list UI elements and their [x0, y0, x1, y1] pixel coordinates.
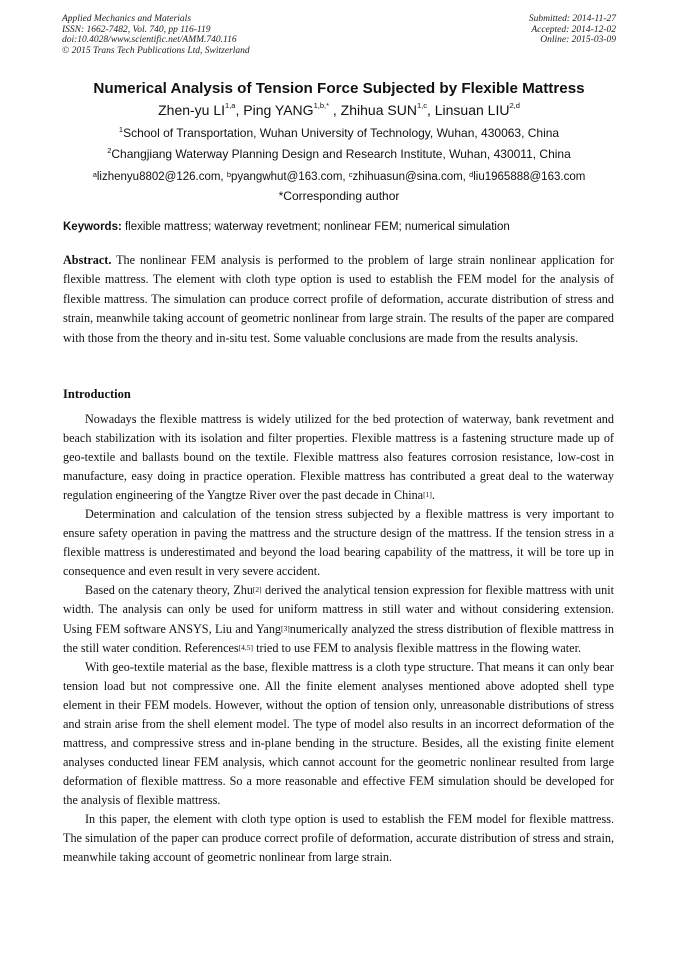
- introduction-body: [63, 410, 614, 867]
- online-date: Online: 2015-03-09: [540, 35, 616, 46]
- author: Zhen-yu LI$^{1,a}$,: [158, 101, 244, 118]
- paragraph-text: tried to use FEM to analysis flexible mattress in the flowing water.: [253, 640, 582, 655]
- keywords: [63, 221, 623, 233]
- issn-line: ISSN: 1662-7482, Vol. 740, pp 116-119: [62, 24, 211, 35]
- paragraph-text: .: [431, 488, 435, 503]
- paragraph-text: Nowadays the flexible mattress is widely utilized for the bed protection of waterway, bank revetment and beach stabilization with its isolation and filter properties. Flexible mattress is a fastening structure made up of geo-textile and ballasts bound on the textile. Flexible mattress also features corrosion resistance, low-cost in manufacture, easy doing in practice operation. Flexible mattress has contributed a great deal to the waterway regulation engineering of the Yangtze River over the past decade in China: [63, 412, 614, 503]
- paragraph-text: derived the analytical tension expression for flexible mattress with unit width. The analysis can only be used for uniform mattress in still water and without considering extension. Using FEM software ANSYS, Liu and Yang: [63, 583, 615, 636]
- citation-ref[interactable]: [2]: [252, 585, 262, 595]
- journal-name: Applied Mechanics and Materials: [62, 14, 192, 24]
- author: Ping $YANG^{1,b,*}$ ,: [243, 101, 341, 118]
- author: Zhihua SUN$^{1,c}$,: [340, 101, 435, 118]
- section-heading-introduction: Introduction: [63, 387, 131, 401]
- email-list: $^a$lizhenyu8802@126.com, $^b$pyangwhut@163.com, $^c$zhihuasun@sina.com, $^d$liu1965888@163.com: [92, 170, 586, 183]
- affiliation-2: $^2$Changjiang Waterway Planning Design and Research Institute, Wuhan, 430011, China: [107, 146, 571, 161]
- paragraph-text: With geo-textile material as the base, flexible mattress is a cloth type structure. That means it can only bear tension load but not compressive one. All the finite element analyses mentioned above adopted shell type element in their FEM models. However, without the option of tension only, unreasonable distributions of stress and strain arise from the shell element model. The type of model also results in an incorrect deformation of the mattress, and compressive stress and in-plane bending in the structure. Besides, all the existing finite element analyses conducted linear FEM analysis, which cannot account for the geometric nonlinear resulted from large deformation of flexible mattress. So a more reasonable and effective FEM simulation should be developed for the analysis of flexible mattress.: [63, 659, 614, 807]
- abstract-text: The nonlinear FEM analysis is performed to the problem of large strain nonlinear application for flexible mattress. The element with cloth type option is used to establish the FEM model for the analysis of flexible mattress. The simulation can produce correct profile of deformation, accurate distribution of stress and strain, meanwhile taking account of geometric nonlinear from large strain. The results of the paper are compared with those from the theory and in-situ test. Some valuable conclusions are made from the results analysis.: [63, 253, 614, 345]
- author-list: [0, 102, 678, 118]
- journal-info: [62, 14, 250, 56]
- paragraph: [63, 658, 614, 810]
- publication-dates: [529, 14, 616, 46]
- affiliation-1: $^1$School of Transportation, Wuhan University of Technology, Wuhan, 430063, China: [118, 125, 560, 140]
- paragraph-text: Determination and calculation of the tension stress subjected by a flexible mattress is very important to ensure safety operation in paving the mattress and the structure design of the mattress. If the tension stress in a flexible mattress is underestimated and beyond the load bearing capability of the mattress, it will be tore up in consequence and even result in very severe accident.: [63, 507, 614, 579]
- abstract-label: Abstract.: [63, 253, 112, 267]
- paragraph-text: numerically analyzed the stress distribution of flexible mattress in the still water condition. References: [63, 621, 615, 655]
- submitted-date: Submitted: 2014-11-27: [528, 14, 616, 24]
- citation-ref[interactable]: [1]: [423, 490, 432, 500]
- doi-line: doi:10.4028/www.scientific.net/AMM.740.116: [62, 35, 237, 46]
- email-link[interactable]: lizhenyu8802@126.com,: [96, 171, 227, 183]
- email-link[interactable]: liu1965888@163.com: [473, 171, 586, 183]
- paragraph: [63, 581, 614, 657]
- email-link[interactable]: zhihuasun@sina.com,: [352, 171, 470, 183]
- corresponding-author: *Corresponding author: [278, 189, 400, 203]
- citation-ref[interactable]: [3]: [281, 623, 290, 633]
- accepted-date: Accepted: 2014-12-02: [531, 24, 616, 35]
- paragraph-text: Based on the catenary theory, Zhu: [85, 583, 253, 598]
- citation-ref[interactable]: [4,5]: [238, 642, 254, 652]
- keywords-text: flexible mattress; waterway revetment; nonlinear FEM; numerical simulation: [121, 221, 510, 233]
- paper-title: Numerical Analysis of Tension Force Subjected by Flexible Mattress: [93, 80, 585, 97]
- abstract: [63, 251, 614, 348]
- copyright-line: © 2015 Trans Tech Publications Ltd, Switzerland: [62, 45, 250, 56]
- paragraph: [63, 505, 614, 581]
- paragraph: [63, 410, 614, 505]
- email-link[interactable]: pyangwhut@163.com,: [231, 171, 349, 183]
- author: Linsuan LIU$^{2,d}$: [434, 101, 520, 118]
- keywords-label: Keywords:: [63, 221, 122, 233]
- paragraph-text: In this paper, the element with cloth type option is used to establish the FEM model for flexible mattress. The simulation of the paper can produce correct profile of deformation, accurate distribution of stress and strain, meanwhile taking account of geometric nonlinear from large strain.: [63, 811, 614, 865]
- paragraph: [63, 810, 614, 867]
